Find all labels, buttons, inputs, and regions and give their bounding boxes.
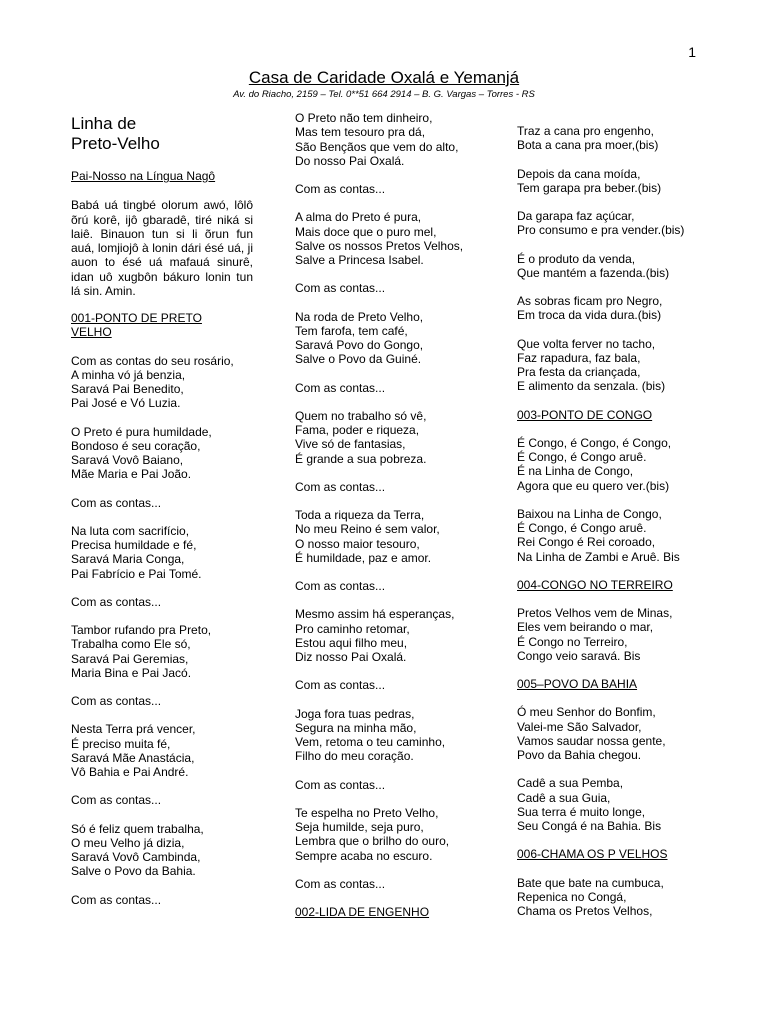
stanza-line: Cadê a sua Guia, [517, 790, 611, 805]
stanza-line: Pai Fabrício e Pai Tomé. [71, 566, 202, 581]
stanza-line: Seja humilde, seja puro, [295, 820, 424, 834]
stanza-line: Filho do meu coração. [295, 749, 414, 764]
stanza-line: É o produto da venda, [517, 251, 636, 266]
stanza [71, 623, 253, 680]
stanza-line: Saravá Maria Conga, [71, 552, 185, 567]
stanza-line: Bate que bate na cumbuca, [517, 875, 664, 890]
stanza-line: Saravá Pai Benedito, [71, 382, 184, 396]
stanza-line: Pra festa da criançada, [517, 365, 641, 379]
section-title: 006-CHAMA OS P VELHOS [517, 847, 668, 862]
stanza-line: Rei Congo é Rei coroado, [517, 535, 656, 550]
stanza [517, 507, 707, 564]
main-title-line-2: Preto-Velho [71, 134, 160, 153]
stanza [71, 694, 253, 708]
stanza-line: Fama, poder e riqueza, [295, 423, 420, 437]
stanza-line: Com as contas... [295, 281, 386, 296]
stanza-line: É grande a sua pobreza. [295, 451, 427, 466]
stanza [71, 893, 253, 907]
stanza-line: Com as contas... [295, 182, 386, 196]
stanza-line: Mais doce que o puro mel, [295, 224, 437, 239]
stanza [517, 252, 707, 281]
stanza-line: Tem garapa pra beber.(bis) [517, 180, 662, 195]
stanza-line: Com as contas... [71, 495, 162, 510]
stanza [517, 436, 707, 493]
stanza-line: É Congo, é Congo aruê. [517, 450, 647, 464]
stanza [71, 524, 253, 581]
stanza [71, 822, 253, 879]
stanza-line: Congo veio saravá. Bis [517, 648, 641, 663]
prayer-title: Pai-Nosso na Língua Nagô [71, 169, 216, 183]
stanza-line: O Preto não tem dinheiro, [295, 111, 433, 125]
stanza-line: Que mantém a fazenda.(bis) [517, 265, 670, 280]
stanza-line: A minha vó já benzia, [71, 367, 186, 382]
stanza-line: Com as contas... [71, 594, 162, 609]
stanza-line: E alimento da senzala. (bis) [517, 379, 666, 394]
stanza-line: Com as contas... [71, 892, 162, 907]
stanza-line: Sempre acaba no escuro. [295, 848, 433, 863]
stanza-line: Com as contas... [295, 380, 386, 395]
stanza-line: Salve o Povo da Guiné. [295, 352, 422, 367]
stanza-line: O nosso maior tesouro, [295, 536, 420, 551]
stanza-line: Saravá Povo do Gongo, [295, 338, 424, 352]
stanza-line: Pro caminho retomar, [295, 621, 410, 636]
stanza [517, 776, 707, 833]
column-middle [295, 111, 491, 919]
stanza [295, 678, 491, 692]
stanza-line: Só é feliz quem trabalha, [71, 821, 204, 836]
stanza-line: Saravá Pai Geremias, [71, 651, 189, 666]
stanza [295, 778, 491, 792]
stanza-line: Nesta Terra prá vencer, [71, 722, 196, 737]
stanza [517, 124, 707, 153]
stanza-line: Com as contas... [295, 579, 386, 593]
stanza-line: Joga fora tuas pedras, [295, 706, 415, 721]
stanza [517, 294, 707, 323]
document-header [0, 68, 768, 101]
stanza [517, 337, 707, 394]
stanza-line: Faz rapadura, faz bala, [517, 350, 641, 365]
prayer-text: Babá uá tingbé olorum awó, lôlô õrú korê, ijô gbaradê, tiré niká si laiê. Binauon tun si li õrun fun auá, lomjiojô à lonin dári ésé uá, ji auon to ésé uá mafauá sinurê, idan uô xugbôn bákuro lonin tun lá sin. Amin. [71, 198, 253, 298]
stanza-line: É humildade, paz e amor. [295, 550, 432, 565]
document-subtitle: Av. do Riacho, 2159 – Tel. 0**51 664 2914 – B. G. Vargas – Torres - RS [233, 89, 535, 100]
stanza [295, 111, 491, 168]
main-title-line-1: Linha de [71, 114, 137, 133]
stanza-line: É Congo no Terreiro, [517, 634, 628, 649]
stanza-line: Tem farofa, tem café, [295, 323, 408, 338]
stanza [295, 707, 491, 764]
section-title: 004-CONGO NO TERREIRO [517, 577, 673, 592]
stanza-line: Com as contas do seu rosário, [71, 353, 234, 368]
stanza-line: Eles vem beirando o mar, [517, 620, 654, 635]
stanza-line: Toda a riqueza da Terra, [295, 508, 425, 522]
stanza-line: O meu Velho já dizia, [71, 835, 185, 850]
stanza-line: Com as contas... [295, 479, 386, 494]
stanza-line: Com as contas... [71, 793, 162, 808]
stanza-line: Traz a cana pro engenho, [517, 124, 654, 138]
stanza [295, 381, 491, 395]
stanza-line: Agora que eu quero ver.(bis) [517, 478, 670, 493]
stanza-line: Vem, retoma o teu caminho, [295, 735, 446, 749]
stanza [295, 480, 491, 494]
stanza-line: Trabalha como Ele só, [71, 637, 191, 652]
stanza [517, 876, 707, 919]
stanza-line: Repenica no Congá, [517, 889, 627, 904]
stanza [71, 496, 253, 510]
stanza-line: Que volta ferver no tacho, [517, 336, 656, 351]
stanza [295, 409, 491, 466]
stanza-line: Ó meu Senhor do Bonfim, [517, 705, 656, 720]
stanza-line: É Congo, é Congo aruê. [517, 521, 647, 535]
stanza [517, 209, 707, 238]
stanza-line: Na roda de Preto Velho, [295, 309, 424, 324]
stanza-line: Saravá Mãe Anastácia, [71, 750, 195, 765]
stanza-line: Mesmo assim há esperanças, [295, 607, 455, 622]
stanza-line: Vô Bahia e Pai André. [71, 765, 189, 779]
stanza-line: Vamos saudar nossa gente, [517, 733, 666, 748]
stanza-line: Saravá Vovô Cambinda, [71, 850, 201, 864]
stanza-line: Tambor rufando pra Preto, [71, 623, 212, 637]
stanza-line: Na Linha de Zambi e Aruê. Bis [517, 549, 680, 564]
stanza [295, 579, 491, 593]
section-title-001 [71, 311, 253, 340]
stanza [71, 595, 253, 609]
stanza [295, 182, 491, 196]
stanza [295, 877, 491, 891]
stanza-line: Do nosso Pai Oxalá. [295, 153, 405, 168]
stanza-line: Bondoso é seu coração, [71, 438, 201, 453]
stanza [295, 310, 491, 367]
stanza-line: Lembra que o brilho do ouro, [295, 834, 450, 849]
stanza-line: Depois da cana moída, [517, 166, 641, 181]
stanza-line: Em troca da vida dura.(bis) [517, 308, 662, 323]
stanza [71, 354, 253, 411]
stanza [295, 508, 491, 565]
stanza-line: Pai José e Vó Luzia. [71, 396, 181, 411]
column-left [71, 108, 253, 921]
stanza-line: No meu Reino é sem valor, [295, 522, 440, 537]
stanza [295, 281, 491, 295]
stanza-line: Sua terra é muito longe, [517, 804, 646, 819]
section-title-line-1: 001-PONTO DE PRETO [71, 311, 202, 325]
page-number: 1 [688, 44, 696, 60]
stanza-line: Quem no trabalho só vê, [295, 408, 427, 423]
stanza-line: São Bençãos que vem do alto, [295, 139, 459, 154]
stanza-line: Seu Congá é na Bahia. Bis [517, 819, 662, 833]
stanza-line: Chama os Pretos Velhos, [517, 904, 653, 918]
stanza-line: Na luta com sacrifício, [71, 523, 190, 538]
stanza-line: Valei-me São Salvador, [517, 719, 642, 734]
stanza [295, 210, 491, 267]
stanza-line: Com as contas... [295, 678, 386, 693]
stanza-line: A alma do Preto é pura, [295, 210, 422, 225]
section-title-line-2: VELHO [71, 325, 112, 340]
stanza-list [295, 111, 491, 891]
stanza [71, 722, 253, 779]
stanza-line: Estou aqui filho meu, [295, 635, 408, 650]
stanza-line: Mas tem tesouro pra dá, [295, 125, 426, 140]
stanza-line: As sobras ficam pro Negro, [517, 294, 663, 308]
stanza-line: Saravá Vovô Baiano, [71, 453, 184, 467]
stanza-line: Com as contas... [71, 694, 162, 708]
stanza-line: Com as contas... [295, 777, 386, 792]
stanza-line: Pretos Velhos vem de Minas, [517, 606, 673, 620]
stanza-line: Salve a Princesa Isabel. [295, 253, 424, 267]
section-main-title [71, 114, 253, 154]
stanza-line: Cadê a sua Pemba, [517, 776, 624, 791]
stanza [295, 806, 491, 863]
stanza-line: O Preto é pura humildade, [71, 424, 212, 439]
stanza-line: Precisa humildade e fé, [71, 538, 197, 552]
stanza-line: Maria Bina e Pai Jacó. [71, 665, 192, 680]
stanza-line: Salve os nossos Pretos Velhos, [295, 238, 464, 253]
stanza-line: Baixou na Linha de Congo, [517, 506, 662, 521]
stanza [517, 167, 707, 196]
stanza-line: Diz nosso Pai Oxalá. [295, 650, 407, 664]
stanza-line: Bota a cana pra moer,(bis) [517, 138, 659, 153]
stanza-line: Pro consumo e pra vender.(bis) [517, 223, 685, 238]
stanza-line: É Congo, é Congo, é Congo, [517, 435, 672, 450]
column-right [517, 124, 707, 932]
stanza [71, 793, 253, 807]
stanza-line: Da garapa faz açúcar, [517, 209, 635, 223]
stanza-line: Mãe Maria e Pai João. [71, 467, 192, 482]
stanza-line: Salve o Povo da Bahia. [71, 864, 196, 879]
document-title: Casa de Caridade Oxalá e Yemanjá [248, 68, 520, 87]
stanza-line: Povo da Bahia chegou. [517, 748, 642, 762]
stanza-line: Com as contas... [295, 876, 386, 891]
stanza-line: É preciso muita fé, [71, 736, 171, 751]
stanza-line: Te espelha no Preto Velho, [295, 805, 439, 820]
section-title-002: 002-LIDA DE ENGENHO [295, 905, 430, 919]
stanza [71, 425, 253, 482]
stanza-line: Vive só de fantasias, [295, 437, 406, 452]
stanza [295, 607, 491, 664]
section-title: 005–POVO DA BAHIA [517, 677, 638, 691]
stanza [517, 705, 707, 762]
stanza [517, 606, 707, 663]
stanza-line: Segura na minha mão, [295, 720, 417, 735]
section-title: 003-PONTO DE CONGO [517, 407, 653, 422]
stanza-line: É na Linha de Congo, [517, 464, 634, 479]
stanza-list [71, 354, 253, 907]
